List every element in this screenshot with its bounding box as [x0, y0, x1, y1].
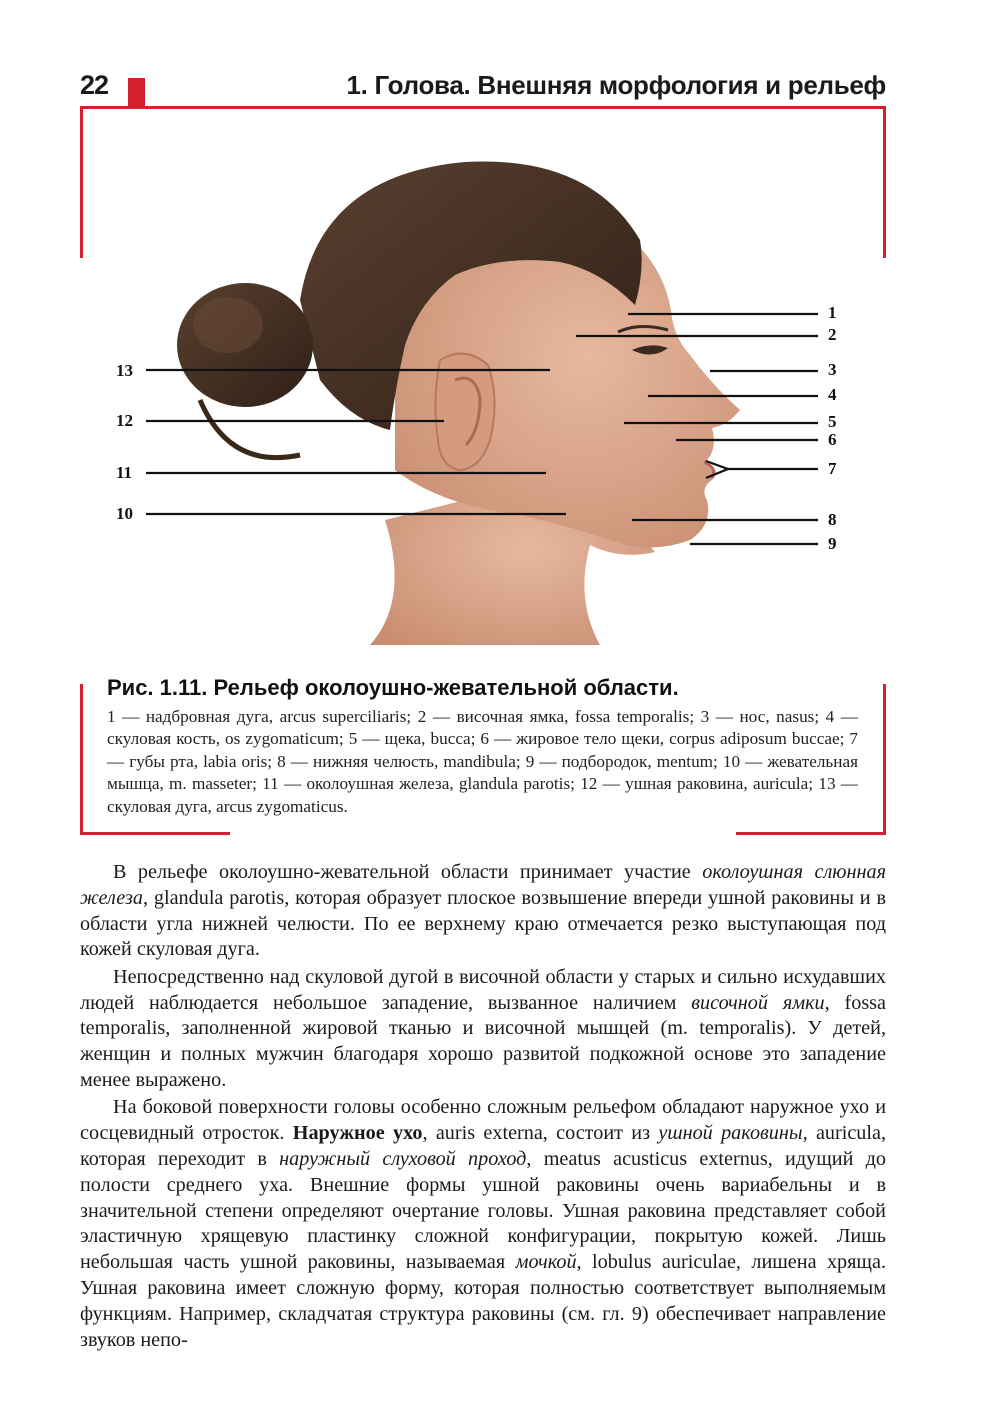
figure-label-2: 2 [828, 325, 837, 344]
figure-label-12: 12 [116, 411, 133, 430]
body-text [80, 860, 886, 1355]
paragraph-1: В рельефе околоушно-жевательной области принимает участие околоушная слюнная железа, glandula parotis, которая образует плоское возвышение впереди ушной раковины и в области угла нижней челюсти. По ее верхнему краю отмечается резко выступающая под кожей скуловая дуга. [80, 861, 887, 961]
frame-bottom-left-line [80, 832, 230, 835]
figure-label-3: 3 [828, 360, 837, 379]
figure-label-10: 10 [116, 504, 133, 523]
figure-head-profile [0, 0, 1000, 660]
figure-label-6: 6 [828, 430, 837, 449]
figure-caption-title: Рис. 1.11. Рельеф околоушно-жевательной области. [107, 675, 679, 700]
frame-bottom-right-edge [883, 684, 886, 835]
paragraph-2: Непосредственно над скуловой дугой в височной области у старых и сильно исхудавших людей наблюдается небольшое западение, вызванное наличием височной ямки, fossa temporalis, заполненной жировой тканью и височной мышцей (m. temporalis). У детей, женщин и полных мужчин благодаря хорошо развитой подкожной основе это западение менее выражено. [80, 965, 887, 1091]
figure-label-9: 9 [828, 534, 837, 553]
page-number: 22 [80, 70, 109, 100]
figure-label-7: 7 [828, 459, 837, 478]
figure-label-4: 4 [828, 385, 837, 404]
figure-label-13: 13 [116, 361, 133, 380]
figure-label-5: 5 [828, 412, 837, 431]
figure-label-11: 11 [116, 463, 133, 482]
frame-bottom-right-line [736, 832, 886, 835]
paragraph-3: На боковой поверхности головы особенно сложным рельефом обладают наружное ухо и сосцевидный отросток. Наружное ухо, auris externa, состоит из ушной раковины, auricula, которая переходит в наружный слуховой проход, meatus acusticus externus, идущий до полости среднего уха. Внешние формы ушной раковины очень вариабельны и в значительной степени определяют очертание головы. Ушная раковина представляет собой эластичную хрящевую пластинку сложной конфигурации, покрытую кожей. Лишь небольшая часть ушной раковины, называемая мочкой, lobulus auriculae, лишена хряща. Ушная раковина имеет сложную форму, которая полностью соответствует выполняемым функциям. Например, складчатая структура раковины (см. гл. 9) обеспечивает направление звуков непо- [80, 1096, 887, 1351]
figure-caption-text: 1 — надбровная дуга, arcus superciliaris; 2 — височная ямка, fossa temporalis; 3 — нос, nasus; 4 — скуловая кость, os zygomaticum; 5 — щека, bucca; 6 — жировое тело щеки, corpus adiposum buccae; 7 — губы рта, labia oris; 8 — нижняя челюсть, mandibula; 9 — подбородок, mentum; 10 — жевательная мышца, m. masseter; 11 — околоушная железа, glandula parotis; 12 — ушная раковина, auricula; 13 — скуловая дуга, arcus zygomaticus. [107, 707, 858, 816]
frame-bottom-left-edge [80, 684, 83, 835]
chapter-title: 1. Голова. Внешняя морфология и рельеф [346, 70, 886, 100]
figure-label-8: 8 [828, 510, 837, 529]
figure-label-1: 1 [828, 303, 837, 322]
